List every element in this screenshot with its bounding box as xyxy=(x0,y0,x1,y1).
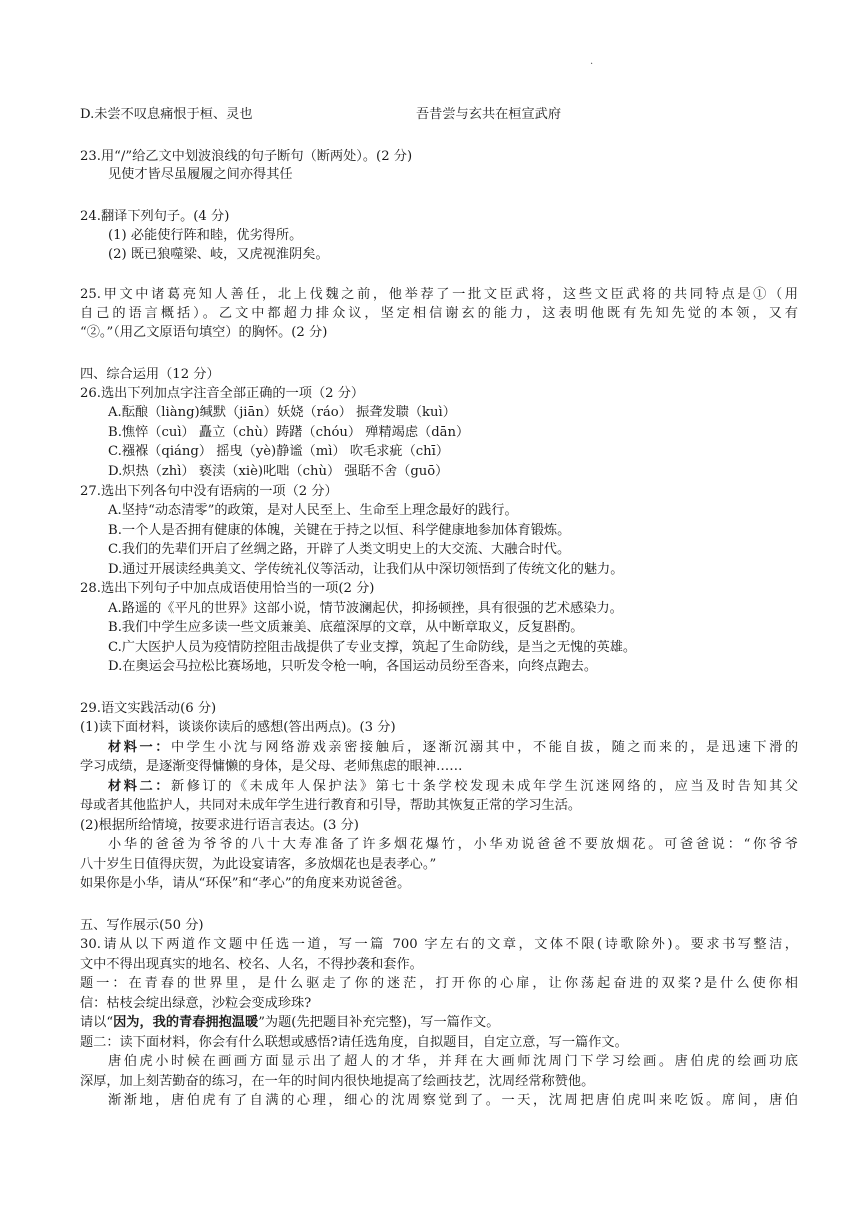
scenario-line-3: 如果你是小华，请从“环保”和“孝心”的角度来劝说爸爸。 xyxy=(80,876,411,891)
question-26-option-c: C.襁褓（qiáng） 摇曳（yè)静谧（mì） 吹毛求疵（chī） xyxy=(108,444,450,459)
topic-2-line: 题二：读下面材料，你会有什么联想或感悟?请任选角度，自拟题目，自定立意，写一篇作文。 xyxy=(80,1035,628,1050)
page-marker-dot: . xyxy=(590,56,594,67)
question-26-option-a: A.酝酿（liàng)缄默（jiān）妖娆（ráo） 振聋发聩（kuì） xyxy=(108,405,456,420)
question-28: 28.选出下列句子中加点成语使用恰当的一项(2 分) xyxy=(80,581,375,596)
material-2-text: 新修订的《未成年人保护法》第七十条学校发现未成年学生沉迷网络的，应当及时告知其父 xyxy=(170,779,799,794)
question-28-option-b: B.我们中学生应多读一些文质兼美、底蕴深厚的文章，从中断章取义，反复斟酌。 xyxy=(108,620,584,635)
question-25-line-2: 自己的语言概括）。乙文中都超力排众议，坚定相信谢玄的能力，这表明他既有先知先觉的本领，又有 xyxy=(80,306,798,321)
question-28-option-d: D.在奥运会马拉松比赛场地，只听发令枪一响，各国运动员纷至沓来，向终点跑去。 xyxy=(108,659,598,674)
topic-1-suffix: ”为题(先把题目补充完整)，写一篇作文。 xyxy=(258,1015,500,1030)
scenario-line-1: 小华的爸爸为爷爷的八十大寿准备了许多烟花爆竹，小华劝说爸爸不要放烟花。可爸爸说：“你爷爷 xyxy=(108,837,798,852)
material-2-line-2: 母或者其他监护人，共同对未成年学生进行教育和引导，帮助其恢复正常的学习生活。 xyxy=(80,798,582,813)
material-2-line-1 xyxy=(108,778,798,796)
question-25-line-3: “②。”（用乙文原语句填空）的胸怀。(2 分) xyxy=(80,325,328,340)
question-24-item-1: (1) 必能使行阵和睦，优劣得所。 xyxy=(108,228,303,243)
question-28-option-a: A.路遥的《平凡的世界》这部小说，情节波澜起伏，抑扬顿挫，具有很强的艺术感染力。 xyxy=(108,601,623,616)
question-24-item-2: (2) 既已狼噬梁、岐，又虎视淮阴矣。 xyxy=(108,247,329,262)
material-2-label: 材料二： xyxy=(108,779,171,794)
section-5-heading: 五、写作展示(50 分) xyxy=(80,918,204,933)
question-29: 29.语文实践活动(6 分) xyxy=(80,701,217,716)
question-26-option-d: D.炽热（zhì） 亵渎（xiè)叱咄（chù） 强聒不舍（guō） xyxy=(108,464,449,479)
question-27-option-a: A.坚持“动态清零”的政策，是对人民至上、生命至上理念最好的践行。 xyxy=(108,503,518,518)
question-29-part-1: (1)读下面材料，谈谈你读后的感想(答出两点)。(3 分) xyxy=(80,720,396,735)
question-23-text: 见使才皆尽虽履履之间亦得其任 xyxy=(108,167,293,182)
question-28-option-c: C.广大医护人员为疫情防控阻击战提供了专业支撑，筑起了生命防线，是当之无愧的英雄。 xyxy=(108,640,637,655)
story-paragraph-2-line-1: 渐渐地，唐伯虎有了自满的心理，细心的沈周察觉到了。一天，沈周把唐伯虎叫来吃饭。席间，唐伯 xyxy=(108,1093,798,1108)
option-d-left: D.未尝不叹息痛恨于桓、灵也 xyxy=(80,107,253,122)
material-1-line-1 xyxy=(108,739,798,757)
question-26-option-b: B.憔悴（cuì） 矗立（chù）踌躇（chóu） 殚精竭虑（dān） xyxy=(108,425,470,440)
topic-1-line-2: 信：枯枝会绽出绿意，沙粒会变成珍珠? xyxy=(80,996,312,1011)
question-27-option-d: D.通过开展读经典美文、学传统礼仪等活动，让我们从中深切领悟到了传统文化的魅力。 xyxy=(108,562,624,577)
question-26: 26.选出下列加点字注音全部正确的一项（2 分） xyxy=(80,386,365,401)
question-23: 23.用“/”给乙文中划波浪线的句子断句（断两处）。(2 分) xyxy=(80,149,413,164)
question-27-option-b: B.一个人是否拥有健康的体魄，关键在于持之以恒、科学健康地参加体育锻炼。 xyxy=(108,523,571,538)
story-paragraph-1-line-2: 深厚，加上刻苦勤奋的练习，在一年的时间内很快地提高了绘画技艺，沈周经常称赞他。 xyxy=(80,1074,595,1089)
question-27-option-c: C.我们的先辈们开启了丝绸之路，开辟了人类文明史上的大交流、大融合时代。 xyxy=(108,542,571,557)
question-25-line-1: 25.甲文中诸葛亮知人善任，北上伐魏之前，他举荐了一批文臣武将，这些文臣武将的共同特点是①（用 xyxy=(80,287,798,302)
question-24: 24.翻译下列句子。(4 分) xyxy=(80,209,230,224)
topic-1-line-3 xyxy=(80,1014,798,1032)
story-paragraph-1-line-1: 唐伯虎小时候在画画方面显示出了超人的才华，并拜在大画师沈周门下学习绘画。唐伯虎的绘画功底 xyxy=(108,1054,798,1069)
material-1-text: 中学生小沈与网络游戏亲密接触后，逐渐沉溺其中，不能自拔，随之而来的，是迅速下滑的 xyxy=(170,740,799,755)
topic-1-prefix: 请以“ xyxy=(80,1015,114,1030)
question-29-part-2: (2)根据所给情境，按要求进行语言表达。(3 分) xyxy=(80,818,359,833)
section-4-heading: 四、综合运用（12 分） xyxy=(80,367,220,382)
scenario-line-2: 八十岁生日值得庆贺，为此设宴请客，多放烟花也是表孝心。” xyxy=(80,857,437,872)
question-30-line-1: 30.请从以下两道作文题中任选一道，写一篇 700 字左右的文章，文体不限(诗歌除外)。要求书写整洁， xyxy=(80,937,798,952)
topic-1-title: 因为，我的青春拥抱温暖 xyxy=(113,1015,259,1030)
material-1-label: 材料一： xyxy=(108,740,171,755)
option-d-line xyxy=(80,106,798,124)
topic-1-line-1: 题一：在青春的世界里，是什么驱走了你的迷茫，打开你的心扉，让你荡起奋进的双桨?是什么使你相 xyxy=(80,976,798,991)
question-30-line-2: 文中不得出现真实的地名、校名、人名，不得抄袭和套作。 xyxy=(80,957,423,972)
material-1-line-2: 学习成绩，是逐渐变得慵懒的身体，是父母、老师焦虑的眼神…… xyxy=(80,759,463,774)
question-27: 27.选出下列各句中没有语病的一项（2 分） xyxy=(80,484,338,499)
option-d-right: 吾昔尝与玄共在桓宣武府 xyxy=(416,107,562,122)
